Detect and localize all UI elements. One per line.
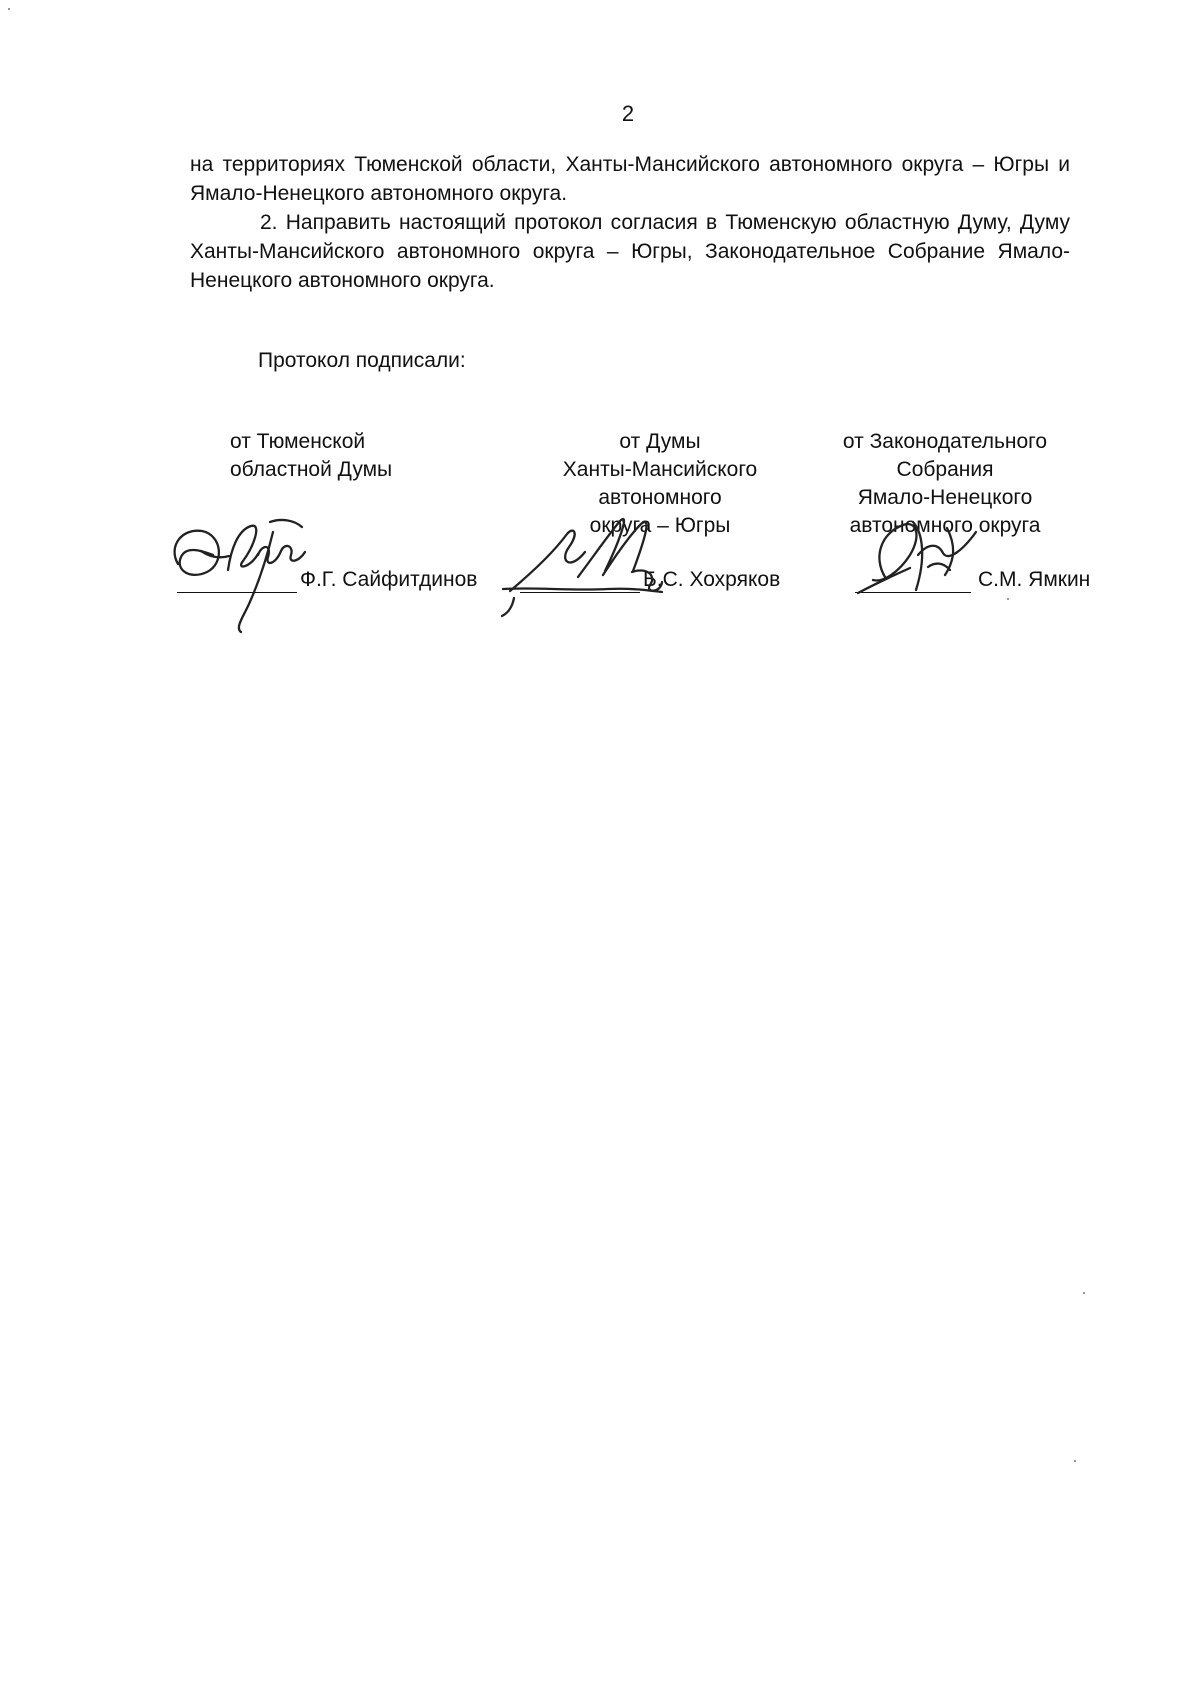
signature-mark (842, 510, 992, 620)
signed-heading: Протокол подписали: (258, 349, 466, 372)
signatory-name: Б.С. Хохряков (643, 568, 781, 591)
scan-speck (8, 8, 10, 10)
scan-speck (1083, 1292, 1085, 1294)
org-line: от Законодательного (842, 430, 1048, 453)
document-body (190, 150, 1070, 295)
page-number: 2 (621, 101, 635, 126)
org-line: округа – Югры (589, 514, 731, 537)
signatory-org-tyumen (230, 428, 392, 484)
scan-speck (1007, 598, 1009, 600)
org-line: Собрания (896, 458, 994, 481)
paragraph-continuation: на территориях Тюменской области, Ханты-Мансийского автономного округа – Югры и Ямало-Ненецкого автономного округа. (190, 153, 1070, 205)
org-line: от Думы (619, 430, 701, 453)
org-line: Ямало-Ненецкого (857, 486, 1033, 509)
org-line: автономного (598, 486, 722, 509)
signatory-name: Ф.Г. Сайфитдинов (300, 568, 478, 591)
org-line: областной Думы (230, 458, 393, 481)
scan-speck (1074, 1460, 1076, 1462)
org-line: от Тюменской (230, 430, 366, 453)
signature-mark (492, 510, 667, 620)
org-line: Ханты-Мансийского (562, 458, 758, 481)
paragraph-item-2: 2. Направить настоящий протокол согласия в Тюменскую областную Думу, Думу Ханты-Мансийского автономного округа – Югры, Законодательное Собрание Ямало-Ненецкого автономного округа. (190, 211, 1070, 292)
signature-mark (163, 512, 308, 642)
org-line: автономного округа (849, 514, 1041, 537)
signatory-name: С.М. Ямкин (978, 568, 1091, 591)
